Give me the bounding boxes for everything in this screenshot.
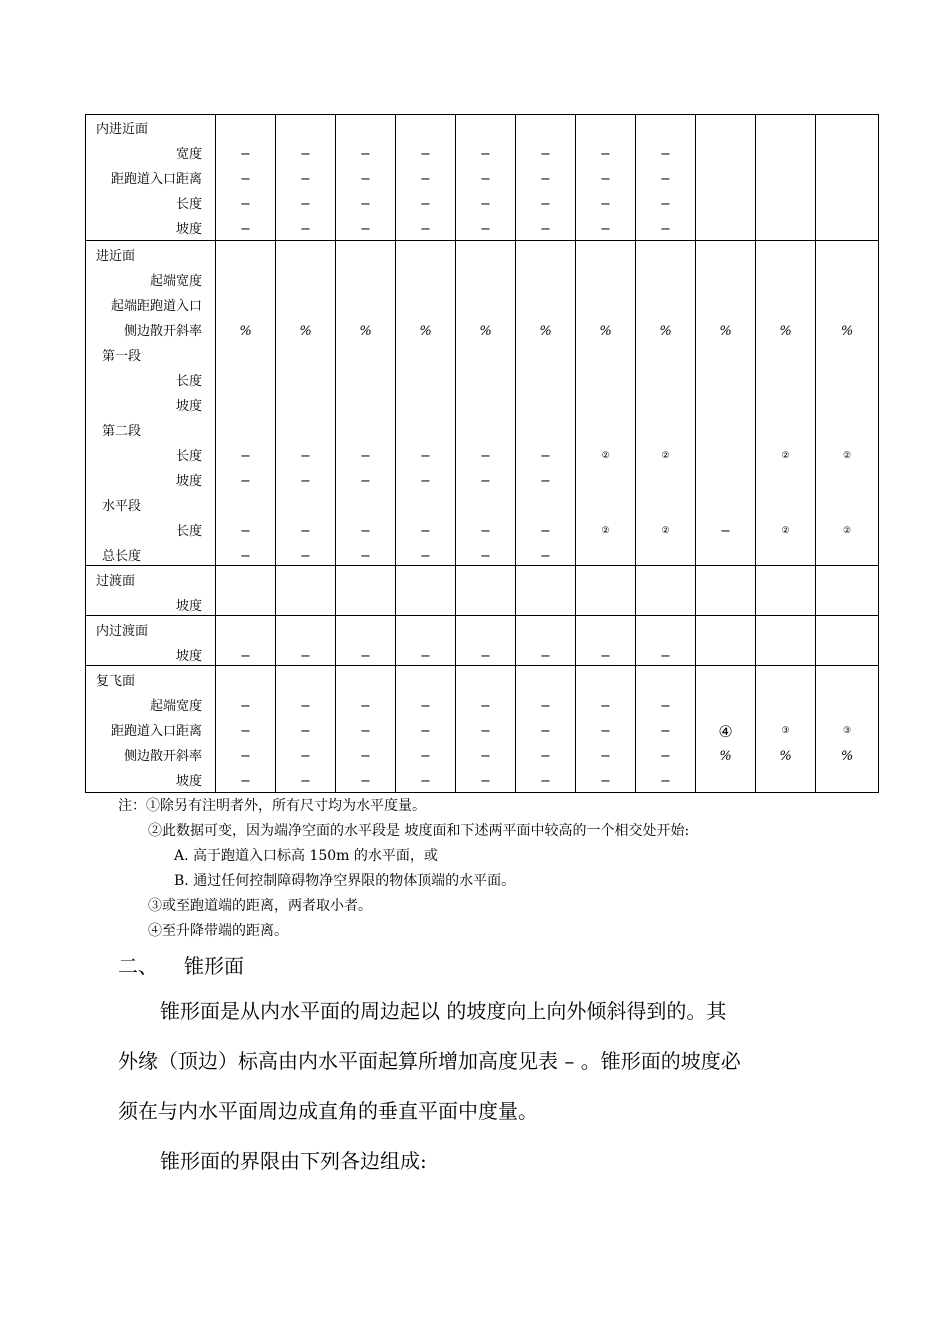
cell-value: − (420, 197, 431, 212)
cell-value: − (240, 549, 251, 564)
cell-value: − (480, 524, 491, 539)
cell-value: − (660, 749, 671, 764)
cell-value: − (600, 172, 611, 187)
label-cell (86, 566, 216, 616)
cell-value: ② (661, 451, 670, 461)
cell-value: − (660, 197, 671, 212)
cell-value: − (540, 222, 551, 237)
cell-value: − (300, 549, 311, 564)
row-label: 坡度 (175, 599, 202, 614)
row-label: 坡度 (175, 774, 202, 789)
cell-value: − (600, 649, 611, 664)
cell-value: % (479, 324, 492, 339)
cell-value: − (540, 147, 551, 162)
value-cell (276, 666, 336, 793)
value-cell (576, 241, 636, 566)
row-label: 坡度 (175, 399, 202, 414)
note-2b: B. 通过任何控制障碍物净空界限的物体顶端的水平面。 (174, 873, 516, 889)
table-group (86, 666, 879, 793)
cell-value: ② (781, 526, 790, 536)
cell-value: − (240, 222, 251, 237)
cell-value: − (300, 147, 311, 162)
cell-value: − (240, 172, 251, 187)
cell-value: − (480, 172, 491, 187)
row-label: 宽度 (175, 147, 202, 162)
label-cell (86, 616, 216, 666)
cell-value: − (600, 749, 611, 764)
cell-value: % (239, 324, 252, 339)
cell-value: − (240, 774, 251, 789)
value-cell (516, 616, 576, 666)
value-cell (576, 115, 636, 241)
value-cell (396, 241, 456, 566)
note-4: ④至升降带端的距离。 (148, 923, 288, 939)
cell-value: ② (781, 451, 790, 461)
cell-value: − (300, 197, 311, 212)
cell-value: − (420, 749, 431, 764)
value-cell (456, 241, 516, 566)
cell-value: − (540, 524, 551, 539)
cell-value: − (240, 649, 251, 664)
row-label: 水平段 (102, 499, 142, 514)
section-heading (118, 950, 244, 979)
cell-value: − (300, 222, 311, 237)
paragraph-1-line-3: 须在与内水平面周边成直角的垂直平面中度量。 (118, 1099, 538, 1123)
paragraph-2: 锥形面的界限由下列各边组成: (160, 1149, 427, 1173)
cell-value: % (779, 324, 792, 339)
value-cell (816, 241, 879, 566)
value-cell (456, 566, 516, 616)
cell-value: − (360, 549, 371, 564)
row-label: 复飞面 (96, 674, 136, 689)
cell-value: − (540, 449, 551, 464)
value-cell (336, 616, 396, 666)
table-group (86, 566, 879, 616)
cell-value: − (240, 724, 251, 739)
row-label: 坡度 (175, 474, 202, 489)
cell-value: % (419, 324, 432, 339)
value-cell (696, 666, 756, 793)
cell-value: − (420, 474, 431, 489)
section-number: 二、 (118, 954, 158, 978)
cell-value: − (540, 749, 551, 764)
value-cell (636, 241, 696, 566)
value-cell (636, 666, 696, 793)
cell-value: − (360, 749, 371, 764)
cell-value: − (420, 524, 431, 539)
table-group (86, 115, 879, 241)
row-label: 侧边散开斜率 (123, 324, 202, 339)
cell-value: − (540, 197, 551, 212)
cell-value: − (720, 524, 731, 539)
label-cell (86, 666, 216, 793)
value-cell (336, 115, 396, 241)
value-cell (696, 616, 756, 666)
value-cell (816, 115, 879, 241)
cell-value: − (420, 222, 431, 237)
value-cell (216, 241, 276, 566)
cell-value: − (480, 649, 491, 664)
table-group (86, 241, 879, 566)
row-label: 长度 (175, 449, 202, 464)
cell-value: − (420, 449, 431, 464)
cell-value: − (660, 649, 671, 664)
value-cell (336, 241, 396, 566)
cell-value: − (240, 749, 251, 764)
cell-value: − (660, 172, 671, 187)
row-label: 长度 (175, 197, 202, 212)
cell-value: % (359, 324, 372, 339)
value-cell (636, 566, 696, 616)
cell-value: − (300, 699, 311, 714)
value-cell (636, 115, 696, 241)
value-cell (396, 616, 456, 666)
value-cell (276, 115, 336, 241)
row-label: 过渡面 (96, 574, 136, 589)
value-cell (396, 666, 456, 793)
cell-value: − (240, 449, 251, 464)
cell-value: − (420, 549, 431, 564)
value-cell (756, 666, 816, 793)
row-label: 起端距跑道入口 (110, 299, 202, 314)
cell-value: − (540, 549, 551, 564)
paragraph-1-line-1: 锥形面是从内水平面的周边起以 的坡度向上向外倾斜得到的。其 (160, 999, 727, 1023)
cell-value: − (240, 474, 251, 489)
row-label: 起端宽度 (149, 274, 202, 289)
cell-value: − (360, 222, 371, 237)
cell-value: − (420, 699, 431, 714)
row-label: 起端宽度 (149, 699, 202, 714)
cell-value: − (420, 774, 431, 789)
row-label: 坡度 (175, 222, 202, 237)
label-cell (86, 115, 216, 241)
table-body (86, 115, 879, 793)
cell-value: − (600, 774, 611, 789)
cell-value: ② (601, 526, 610, 536)
value-cell (696, 115, 756, 241)
value-cell (636, 616, 696, 666)
note-3: ③或至跑道端的距离，两者取小者。 (148, 898, 372, 914)
row-label: 第二段 (102, 424, 142, 439)
cell-value: − (540, 474, 551, 489)
cell-value: − (360, 147, 371, 162)
row-label: 总长度 (102, 549, 142, 564)
value-cell (336, 566, 396, 616)
value-cell (816, 566, 879, 616)
cell-value: % (840, 324, 854, 339)
value-cell (576, 566, 636, 616)
cell-value: − (300, 774, 311, 789)
cell-value: − (480, 774, 491, 789)
cell-value: − (600, 699, 611, 714)
cell-value: ③ (781, 726, 790, 736)
cell-value: − (300, 474, 311, 489)
value-cell (396, 566, 456, 616)
value-cell (516, 566, 576, 616)
row-label: 长度 (175, 524, 202, 539)
cell-value: − (420, 649, 431, 664)
cell-value: − (360, 649, 371, 664)
cell-value: − (300, 749, 311, 764)
note-2: ②此数据可变，因为端净空面的水平段是 坡度面和下述两平面中较高的一个相交处开始: (148, 823, 690, 839)
cell-value: − (300, 724, 311, 739)
value-cell (216, 666, 276, 793)
cell-value: − (480, 749, 491, 764)
cell-value: − (480, 724, 491, 739)
value-cell (576, 616, 636, 666)
cell-value: − (360, 197, 371, 212)
cell-value: − (360, 449, 371, 464)
cell-value: − (540, 172, 551, 187)
cell-value: − (600, 724, 611, 739)
note-1: 注：①除另有注明者外，所有尺寸均为水平度量。 (118, 798, 426, 814)
cell-value: − (660, 222, 671, 237)
value-cell (456, 616, 516, 666)
value-cell (216, 566, 276, 616)
row-label: 进近面 (96, 249, 136, 264)
cell-value: ② (842, 526, 852, 536)
cell-value: − (480, 699, 491, 714)
cell-value: − (660, 724, 671, 739)
value-cell (516, 115, 576, 241)
cell-value: % (719, 324, 732, 339)
cell-value: ④ (718, 722, 733, 741)
cell-value: − (300, 524, 311, 539)
value-cell (696, 566, 756, 616)
label-cell (86, 241, 216, 566)
cell-value: − (480, 197, 491, 212)
cell-value: − (480, 474, 491, 489)
row-label: 内过渡面 (96, 624, 149, 639)
cell-value: − (420, 724, 431, 739)
cell-value: − (540, 774, 551, 789)
value-cell (816, 666, 879, 793)
value-cell (756, 115, 816, 241)
cell-value: % (659, 324, 672, 339)
value-cell (516, 241, 576, 566)
value-cell (216, 616, 276, 666)
cell-value: % (299, 324, 312, 339)
cell-value: − (480, 449, 491, 464)
cell-value: − (480, 549, 491, 564)
row-label: 坡度 (175, 649, 202, 664)
value-cell (276, 241, 336, 566)
row-label: 侧边散开斜率 (123, 749, 202, 764)
cell-value: % (779, 749, 792, 764)
cell-value: % (539, 324, 552, 339)
cell-value: − (360, 474, 371, 489)
cell-value: − (360, 172, 371, 187)
cell-value: − (240, 147, 251, 162)
row-label: 距跑道入口距离 (110, 172, 202, 187)
cell-value: ③ (842, 726, 852, 736)
cell-value: − (300, 449, 311, 464)
cell-value: − (360, 774, 371, 789)
cell-value: − (240, 197, 251, 212)
row-label: 长度 (175, 374, 202, 389)
value-cell (216, 115, 276, 241)
value-cell (816, 616, 879, 666)
value-cell (756, 566, 816, 616)
value-cell (456, 666, 516, 793)
paragraph-1-line-2: 外缘（顶边）标高由内水平面起算所增加高度见表 – 。锥形面的坡度必 (118, 1049, 741, 1073)
cell-value: % (719, 749, 732, 764)
cell-value: − (600, 147, 611, 162)
row-label: 内进近面 (96, 122, 149, 137)
cell-value: − (360, 724, 371, 739)
cell-value: − (360, 524, 371, 539)
cell-value: − (540, 699, 551, 714)
cell-value: − (480, 222, 491, 237)
cell-value: − (360, 699, 371, 714)
cell-value: − (420, 147, 431, 162)
value-cell (516, 666, 576, 793)
cell-value: − (540, 724, 551, 739)
cell-value: − (420, 172, 431, 187)
value-cell (756, 241, 816, 566)
table-group (86, 616, 879, 666)
value-cell (456, 115, 516, 241)
cell-value: ② (842, 451, 852, 461)
cell-value: − (600, 197, 611, 212)
row-label: 第一段 (102, 349, 142, 364)
note-2a: A. 高于跑道入口标高 150m 的水平面，或 (174, 848, 438, 864)
cell-value: − (660, 147, 671, 162)
cell-value: − (240, 524, 251, 539)
cell-value: − (660, 699, 671, 714)
cell-value: ② (661, 526, 670, 536)
value-cell (756, 616, 816, 666)
value-cell (336, 666, 396, 793)
value-cell (276, 616, 336, 666)
cell-value: % (599, 324, 612, 339)
cell-value: ② (601, 451, 610, 461)
cell-value: − (480, 147, 491, 162)
cell-value: − (660, 774, 671, 789)
cell-value: − (600, 222, 611, 237)
cell-value: − (540, 649, 551, 664)
row-label: 距跑道入口距离 (110, 724, 202, 739)
obstacle-surface-table (85, 114, 879, 793)
cell-value: − (300, 172, 311, 187)
value-cell (276, 566, 336, 616)
cell-value: − (300, 649, 311, 664)
cell-value: % (840, 749, 854, 764)
value-cell (576, 666, 636, 793)
cell-value: − (240, 699, 251, 714)
section-title: 锥形面 (184, 954, 244, 978)
value-cell (696, 241, 756, 566)
value-cell (396, 115, 456, 241)
